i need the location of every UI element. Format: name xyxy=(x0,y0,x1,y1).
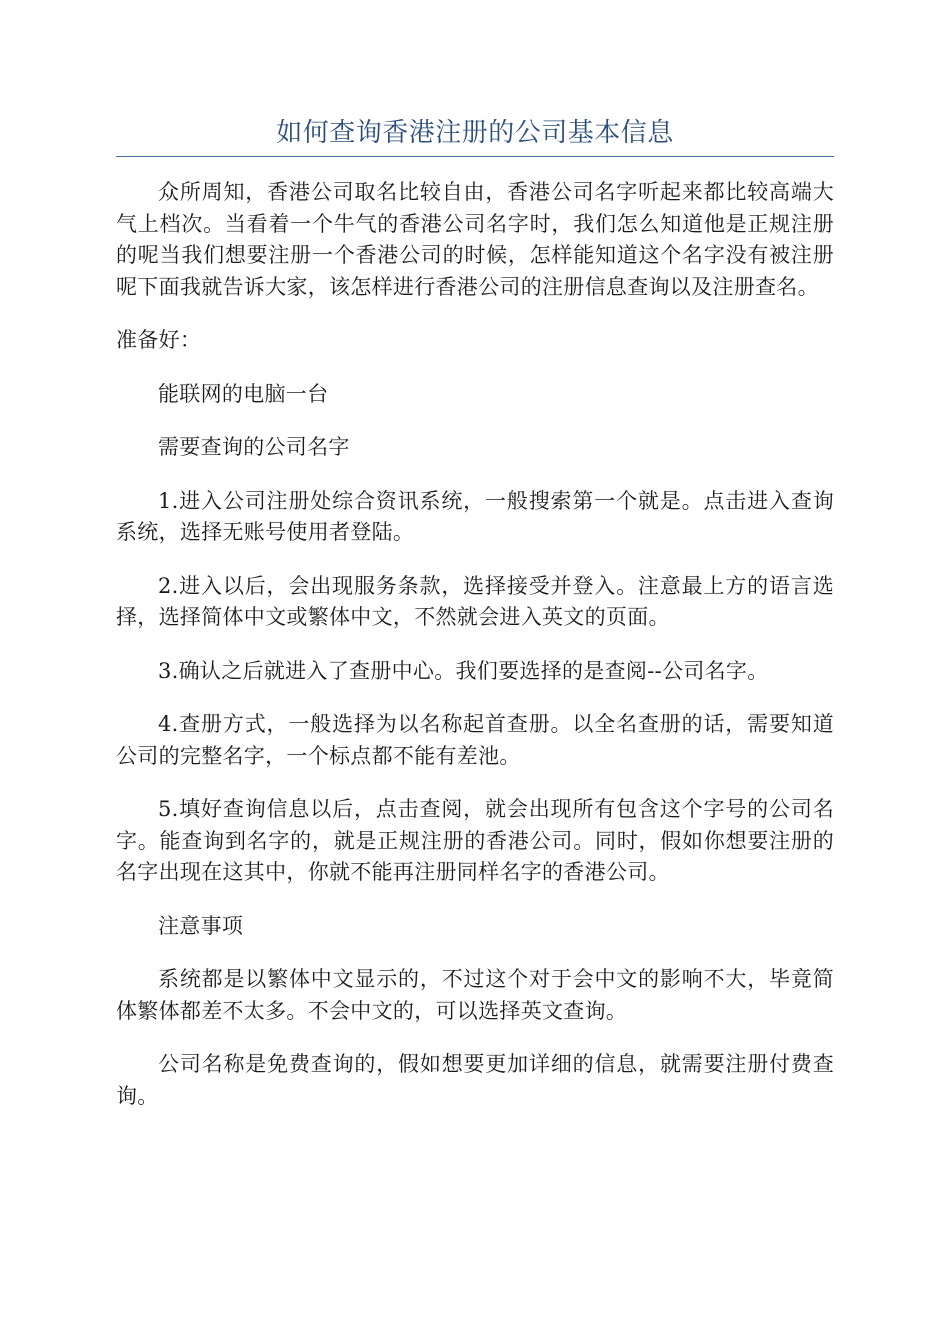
document-body xyxy=(116,177,834,1112)
step-1: 1.进入公司注册处综合资讯系统，一般搜索第一个就是。点击进入查询系统，选择无账号使用者登陆。 xyxy=(116,488,834,544)
step-4: 4.查册方式，一般选择为以名称起首查册。以全名查册的话，需要知道公司的完整名字，一个标点都不能有差池。 xyxy=(116,712,834,768)
step-2: 2.进入以后，会出现服务条款，选择接受并登入。注意最上方的语言选择，选择简体中文或繁体中文，不然就会进入英文的页面。 xyxy=(116,573,834,629)
note-1: 系统都是以繁体中文显示的，不过这个对于会中文的影响不大，毕竟简体繁体都差不太多。不会中文的，可以选择英文查询。 xyxy=(116,967,834,1023)
document-page xyxy=(116,112,834,1134)
paragraph-prepare-heading: 准备好： xyxy=(116,328,202,352)
note-2: 公司名称是免费查询的，假如想要更加详细的信息，就需要注册付费查询。 xyxy=(116,1052,834,1108)
step-3: 3.确认之后就进入了查册中心。我们要选择的是查阅--公司名字。 xyxy=(158,658,769,683)
step-5: 5.填好查询信息以后，点击查阅，就会出现所有包含这个字号的公司名字。能查询到名字的，就是正规注册的香港公司。同时，假如你想要注册的名字出现在这其中，你就不能再注册同样名字的香港公司。 xyxy=(116,797,834,884)
paragraph-intro: 众所周知，香港公司取名比较自由，香港公司名字听起来都比较高端大气上档次。当看着一个牛气的香港公司名字时，我们怎么知道他是正规注册的呢当我们想要注册一个香港公司的时候，怎样能知道这个名字没有被注册呢下面我就告诉大家，该怎样进行香港公司的注册信息查询以及注册查名。 xyxy=(116,180,834,299)
list-item-company-name: 需要查询的公司名字 xyxy=(158,435,350,459)
list-item-computer: 能联网的电脑一台 xyxy=(158,381,329,406)
notes-heading: 注意事项 xyxy=(158,913,244,938)
document-title: 如何查询香港注册的公司基本信息 xyxy=(116,112,834,157)
